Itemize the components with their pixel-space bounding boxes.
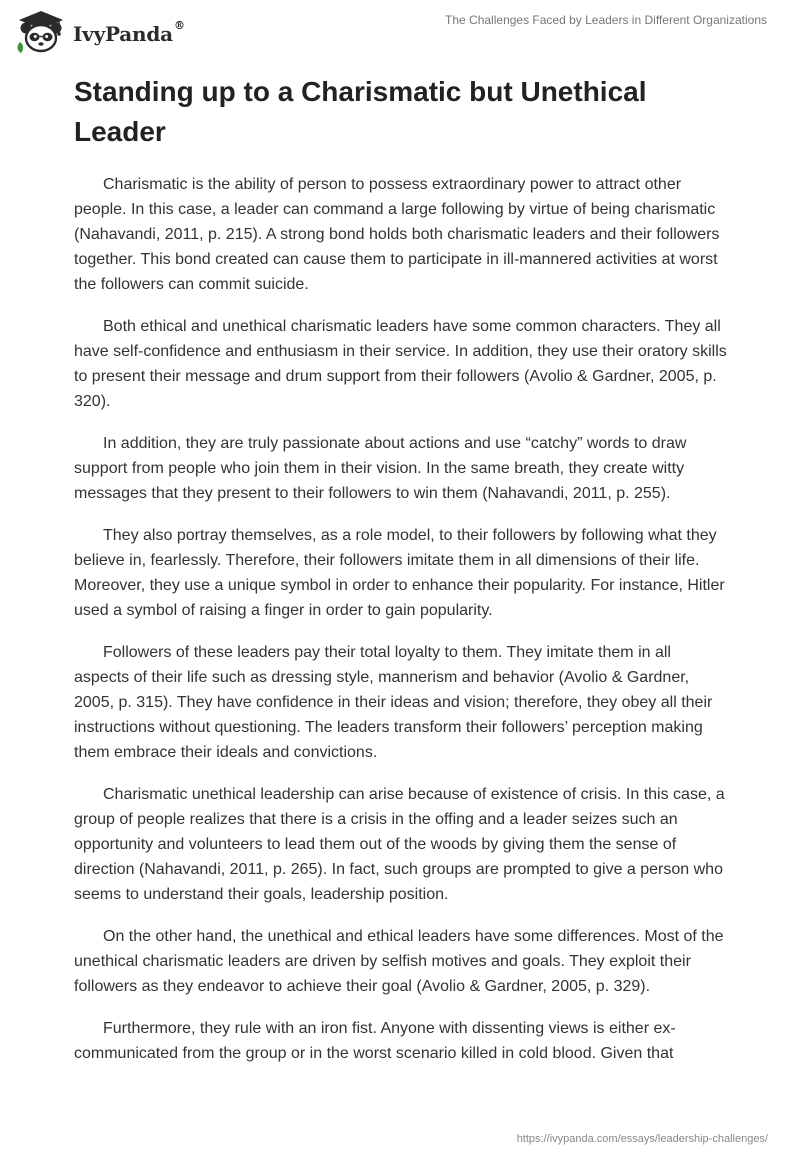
paragraph: Furthermore, they rule with an iron fist. Anyone with dissenting views is either ex-communicated from the group or in the worst scenario killed in cold blood. Given that: [74, 1020, 676, 1062]
paragraph: Charismatic unethical leadership can arise because of existence of crisis. In this case, a group of people realizes that there is a crisis in the offing and a leader seizes such an opportunity and volunteers to lead them out of the woods by giving them the sense of direction (Nahavandi, 2011, p. 265). In fact, such groups are prompted to give a person who seems to understand their goals, leadership position.: [74, 786, 725, 903]
article-body: [74, 172, 728, 1083]
paragraph: In addition, they are truly passionate about actions and use “catchy” words to draw support from people who join them in their vision. In the same breath, they create witty messages that they present to their followers to win them (Nahavandi, 2011, p. 255).: [74, 435, 687, 502]
paragraph: Both ethical and unethical charismatic leaders have some common characters. They all have self-confidence and enthusiasm in their service. In addition, they use their oratory skills to present their message and drum support from their followers (Avolio & Gardner, 2005, p. 320).: [74, 318, 727, 410]
paragraph: Charismatic is the ability of person to possess extraordinary power to attract other people. In this case, a leader can command a large following by virtue of being charismatic (Nahavandi, 2011, p. 215). A strong bond holds both charismatic leaders and their followers together. This bond created can cause them to participate in ill-mannered activities at worst the followers can commit suicide.: [74, 176, 720, 293]
ivypanda-logo[interactable]: [15, 9, 185, 55]
document-title: The Challenges Faced by Leaders in Different Organizations: [445, 13, 767, 27]
brand-name: [73, 19, 185, 46]
paragraph: Followers of these leaders pay their total loyalty to them. They imitate them in all aspects of their life such as dressing style, mannerism and behavior (Avolio & Gardner, 2005, p. 315). They have confidence in their ideas and vision; therefore, they obey all their instructions without questioning. The leaders transform their followers’ perception making them embrace their ideals and convictions.: [74, 644, 713, 761]
panda-graduation-cap-icon: [15, 9, 67, 55]
source-url[interactable]: https://ivypanda.com/essays/leadership-challenges/: [516, 1133, 768, 1145]
brand-text: IvyPanda: [73, 22, 173, 46]
page-header: [0, 0, 800, 64]
paragraph: On the other hand, the unethical and ethical leaders have some differences. Most of the unethical charismatic leaders are driven by selfish motives and goals. They exploit their followers as they endeavor to achieve their goal (Avolio & Gardner, 2005, p. 329).: [74, 928, 724, 995]
article-title: Standing up to a Charismatic but Unethical Leader: [74, 76, 647, 147]
registered-mark: ®: [173, 19, 185, 32]
paragraph: They also portray themselves, as a role model, to their followers by following what they believe in, fearlessly. Therefore, their followers imitate them in all dimensions of their life. Moreover, they use a unique symbol in order to enhance their popularity. For instance, Hitler used a symbol of raising a finger in order to gain popularity.: [74, 527, 725, 619]
